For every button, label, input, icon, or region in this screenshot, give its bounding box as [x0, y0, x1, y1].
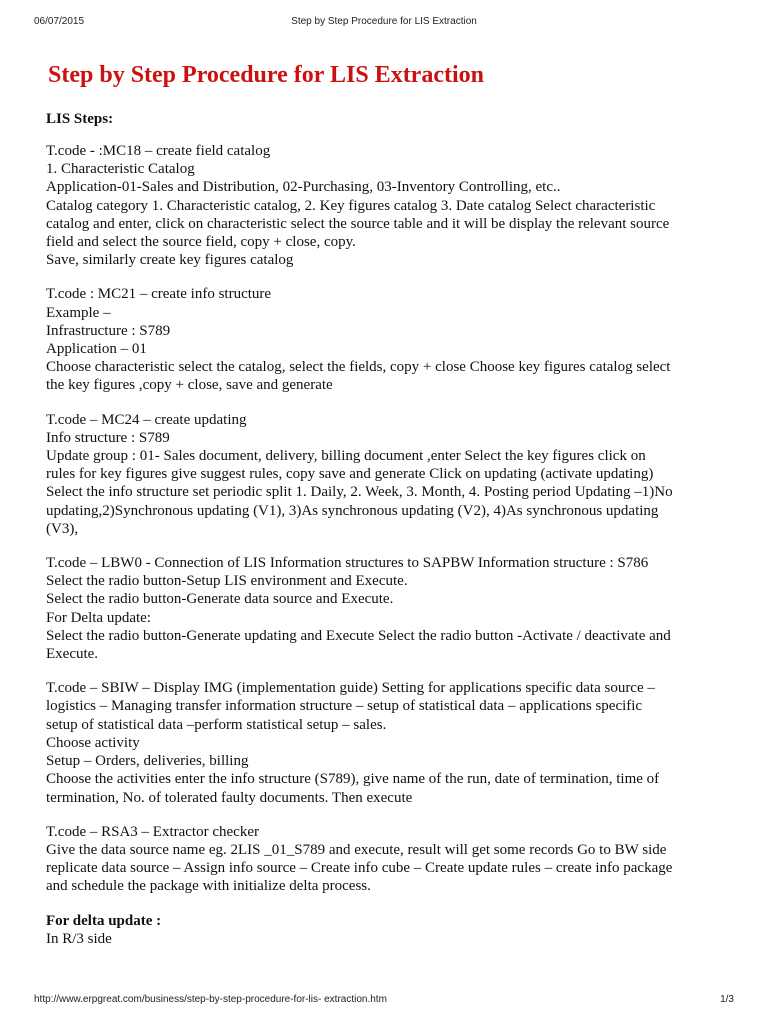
section-lbw0 — [46, 554, 732, 663]
section-mc18 — [46, 142, 732, 269]
paragraph-line: T.code : MC21 – create info structure — [46, 286, 272, 303]
print-header — [34, 16, 734, 30]
paragraph-line: Give the data source name eg. 2LIS _01_S789 and execute, result will get some records Go to BW side — [46, 841, 667, 858]
paragraph-line: T.code - :MC18 – create field catalog — [46, 143, 271, 159]
print-date: 06/07/2015 — [34, 16, 85, 27]
paragraph-line: T.code – LBW0 - Connection of LIS Information structures to SAPBW Information structure : S786 — [46, 555, 649, 572]
delta-update-heading: For delta update : — [46, 912, 162, 929]
section-rsa3 — [46, 823, 732, 896]
paragraph-line: T.code – SBIW – Display IMG (implementation guide) Setting for applications specific data source – — [46, 680, 655, 697]
paragraph-line: rules for key figures give suggest rules, copy save and generate Click on updating (activate updating) — [46, 466, 654, 483]
section-heading-lis-steps: LIS Steps: — [46, 111, 114, 127]
paragraph-line: termination, No. of tolerated faulty documents. Then execute — [46, 789, 413, 806]
paragraph-line: (V3), — [46, 520, 79, 537]
section-sbiw — [46, 679, 732, 806]
paragraph-line: 1. Characteristic Catalog — [46, 161, 195, 178]
paragraph-line: Select the radio button-Setup LIS environment and Execute. — [46, 573, 408, 590]
paragraph-line: logistics – Managing transfer information structure – setup of statistical data – applications specific — [46, 698, 643, 715]
print-page-title: Step by Step Procedure for LIS Extraction — [291, 16, 477, 27]
paragraph-line: In R/3 side — [46, 930, 112, 947]
section-delta-update — [46, 912, 732, 948]
paragraph-line: the key figures ,copy + close, save and generate — [46, 377, 333, 394]
print-footer — [34, 994, 734, 1008]
paragraph-line: Save, similarly create key figures catalog — [46, 252, 294, 269]
paragraph-line: replicate data source – Assign info source – Create info cube – Create update rules – create info package — [46, 860, 673, 877]
paragraph-line: Execute. — [46, 646, 99, 663]
paragraph-line: T.code – RSA3 – Extractor checker — [46, 823, 259, 840]
document-body — [46, 60, 732, 964]
section-mc21 — [46, 285, 732, 394]
paragraph-line: Select the radio button-Generate updating and Execute Select the radio button -Activate / deactivate and — [46, 627, 671, 644]
paragraph-line: T.code – MC24 – create updating — [46, 411, 247, 428]
paragraph-line: setup of statistical data –perform statistical setup – sales. — [46, 716, 387, 733]
paragraph-line: Choose activity — [46, 734, 140, 751]
paragraph-line: field and select the source field, copy + close, copy. — [46, 234, 356, 251]
paragraph-line: Infrastructure : S789 — [46, 322, 171, 339]
paragraph-line: Select the info structure set periodic split 1. Daily, 2. Week, 3. Month, 4. Posting period Updating –1)No — [46, 484, 673, 501]
source-url: http://www.erpgreat.com/business/step-by-step-procedure-for-lis- extraction.htm — [34, 994, 387, 1005]
paragraph-line: Select the radio button-Generate data source and Execute. — [46, 591, 394, 608]
paragraph-line: Info structure : S789 — [46, 429, 170, 446]
paragraph-line: For Delta update: — [46, 609, 151, 626]
paragraph-line: and schedule the package with initialize delta process. — [46, 878, 371, 895]
paragraph-line: Example – — [46, 304, 111, 321]
paragraph-line: Application-01-Sales and Distribution, 02-Purchasing, 03-Inventory Controlling, etc.. — [46, 179, 561, 196]
paragraph-line: Choose the activities enter the info structure (S789), give name of the run, date of termination, time of — [46, 771, 660, 788]
section-mc24 — [46, 411, 732, 538]
paragraph-line: catalog and enter, click on characteristic select the source table and it will be display the relevant source — [46, 215, 670, 232]
document-title: Step by Step Procedure for LIS Extraction — [48, 62, 484, 88]
page-number: 1/3 — [720, 994, 734, 1005]
paragraph-line: Application – 01 — [46, 341, 147, 358]
paragraph-line: Choose characteristic select the catalog, select the fields, copy + close Choose key figures catalog select — [46, 359, 671, 376]
paragraph-line: Catalog category 1. Characteristic catalog, 2. Key figures catalog 3. Date catalog Select characteristic — [46, 197, 656, 214]
paragraph-line: updating,2)Synchronous updating (V1), 3)As synchronous updating (V2), 4)As synchronous updating — [46, 502, 659, 519]
paragraph-line: Setup – Orders, deliveries, billing — [46, 753, 249, 770]
paragraph-line: Update group : 01- Sales document, delivery, billing document ,enter Select the key figures click on — [46, 448, 646, 465]
